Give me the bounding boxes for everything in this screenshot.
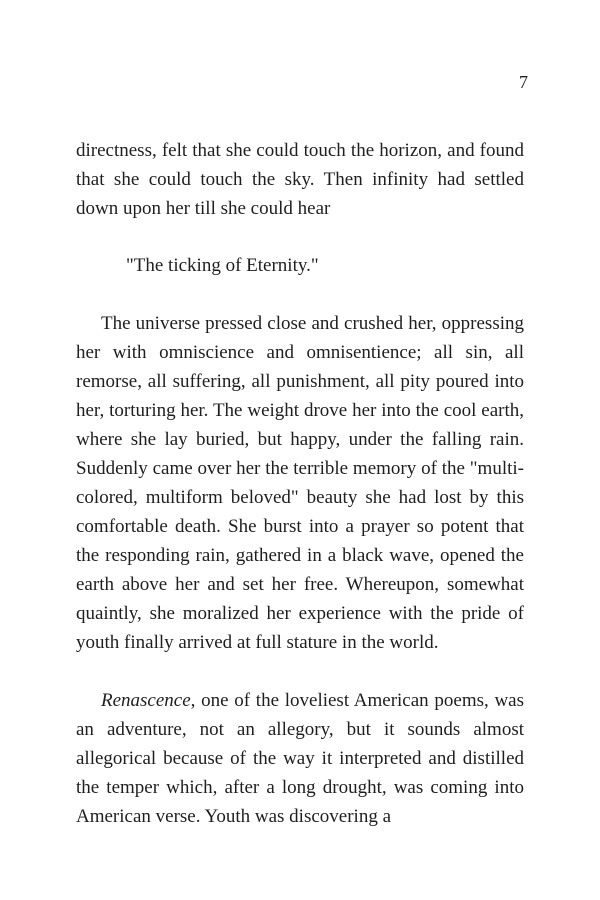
paragraph-renascence-text: , one of the loveliest American poems, was an adventure, not an allegory, but it sounds almost allegorical because of the way it interpreted and distilled the temper which, after a long drought, was coming into American verse. Youth was discovering a [76, 690, 524, 827]
poem-title: Renascence [101, 690, 191, 711]
paragraph-renascence [76, 686, 524, 831]
page-number: 7 [519, 72, 528, 92]
quoted-line: "The ticking of Eternity." [126, 255, 319, 276]
paragraph-universe: The universe pressed close and crushed her, oppressing her with omniscience and omnisentience; all sin, all remorse, all suffering, all punishment, all pity poured into her, torturing her. The weight drove her into the cool earth, where she lay buried, but happy, under the falling rain. Suddenly came over her the terrible memory of the "multi-colored, multiform beloved" beauty she had lost by this comfortable death. She burst into a prayer so potent that the responding rain, gathered in a black wave, opened the earth above her and set her free. Whereupon, somewhat quaintly, she moralized her experience with the pride of youth finally arrived at full stature in the world. [76, 313, 524, 653]
paragraph-continuation: directness, felt that she could touch the horizon, and found that she could touch the sky. Then infinity had settled down upon her till she could hear [76, 140, 524, 219]
